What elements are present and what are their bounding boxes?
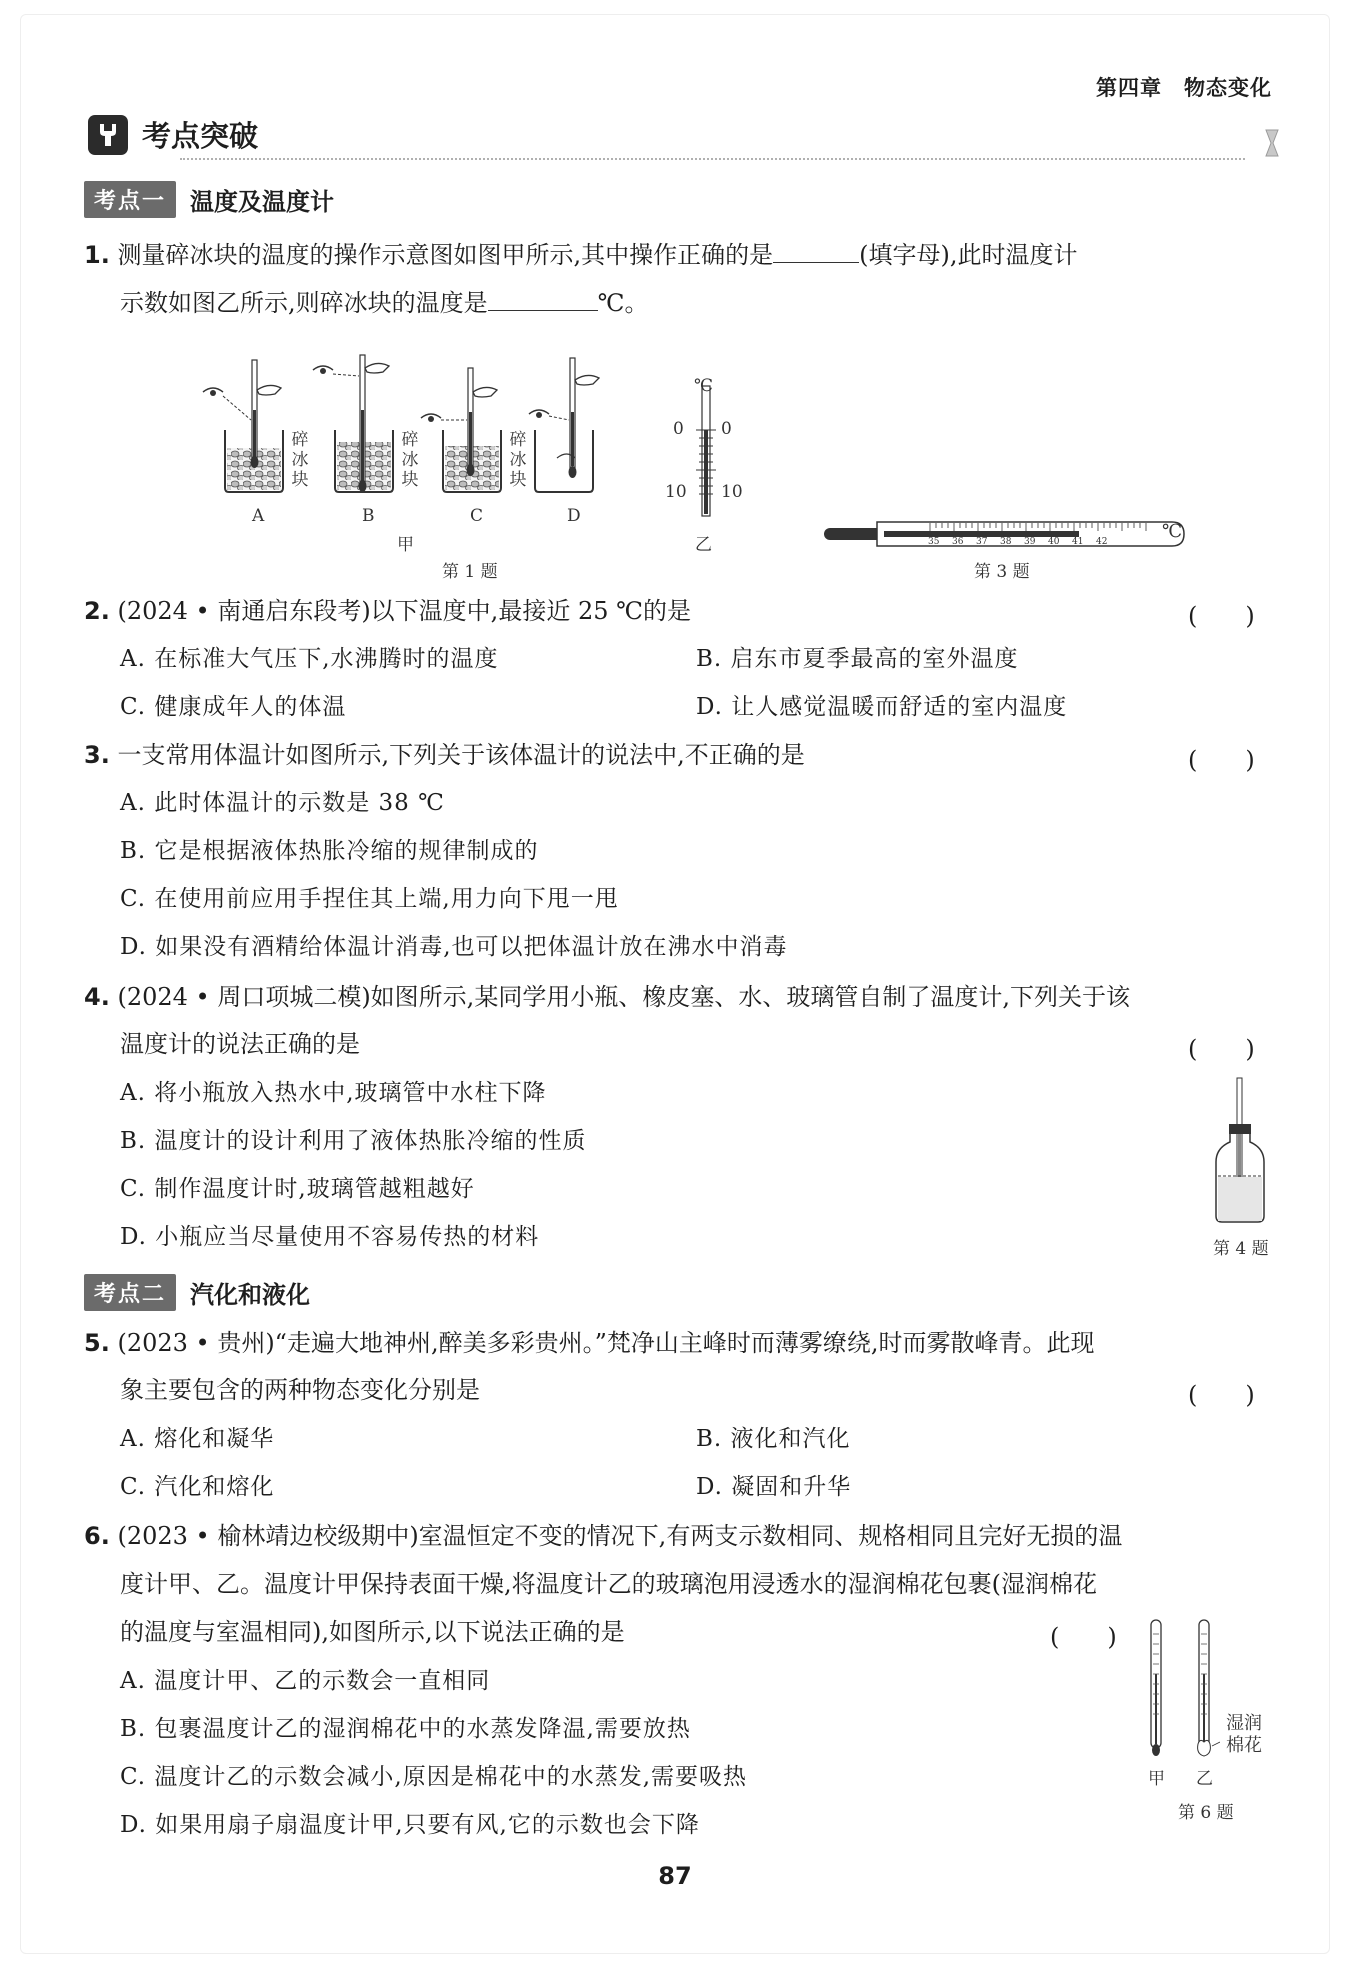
option-a[interactable]: A. 温度计甲、乙的示数会一直相同 xyxy=(120,1668,491,1694)
question-text: 一支常用体温计如图所示,下列关于该体温计的说法中,不正确的是 xyxy=(117,741,805,769)
answer-blank[interactable] xyxy=(488,288,598,311)
section-divider xyxy=(180,158,1245,160)
figure-yi-label: 乙 xyxy=(695,535,712,555)
question-4-line-2: 温度计的说法正确的是 xyxy=(120,1030,360,1058)
point-tag: 考点二 xyxy=(84,1274,176,1311)
clinical-unit: ℃ xyxy=(1162,521,1183,542)
ice-label-a: 碎 冰 块 xyxy=(291,430,309,490)
beaker-c xyxy=(421,368,501,492)
option-c[interactable]: C. 温度计乙的示数会减小,原因是棉花中的水蒸发,需要吸热 xyxy=(120,1764,748,1790)
question-2-stem xyxy=(84,596,691,626)
question-4-line-1 xyxy=(84,982,1130,1012)
option-c[interactable]: C. 制作温度计时,玻璃管越粗越好 xyxy=(120,1176,475,1202)
option-label-d: D xyxy=(567,506,581,526)
figure-6-thermometers xyxy=(1140,1614,1220,1764)
option-d[interactable]: D. 如果没有酒精给体温计消毒,也可以把体温计放在沸水中消毒 xyxy=(120,934,788,960)
option-d[interactable]: D. 如果用扇子扇温度计甲,只要有风,它的示数也会下降 xyxy=(120,1812,700,1838)
option-a[interactable]: A. 将小瓶放入热水中,玻璃管中水柱下降 xyxy=(120,1080,547,1106)
option-b[interactable]: B. 液化和汽化 xyxy=(696,1426,851,1452)
answer-paren[interactable]: ( ) xyxy=(1188,602,1255,630)
question-3-stem xyxy=(84,740,805,770)
question-6-line-3: 的温度与室温相同),如图所示,以下说法正确的是 xyxy=(120,1618,625,1646)
option-c[interactable]: C. 健康成年人的体温 xyxy=(120,694,347,720)
question-number: 3. xyxy=(84,741,110,769)
figure-6-caption: 第 6 题 xyxy=(1178,1803,1234,1823)
clinical-scale-labels: 35 36 37 38 39 40 41 42 xyxy=(928,537,1108,547)
option-d[interactable]: D. 让人感觉温暖而舒适的室内温度 xyxy=(696,694,1068,720)
option-c[interactable]: C. 汽化和熔化 xyxy=(120,1474,275,1500)
ice-label-c: 碎 冰 块 xyxy=(509,430,527,490)
question-6-line-2: 度计甲、乙。温度计甲保持表面干燥,将温度计乙的玻璃泡用浸透水的湿润棉花包裹(湿润棉花 xyxy=(120,1570,1097,1598)
point-header-1 xyxy=(84,181,334,218)
option-b[interactable]: B. 包裹温度计乙的湿润棉花中的水蒸发降温,需要放热 xyxy=(120,1716,691,1742)
point-title: 汽化和液化 xyxy=(190,1281,311,1309)
answer-blank[interactable] xyxy=(773,240,859,263)
tick-label-right-0: 0 xyxy=(721,419,732,439)
question-1-line-1 xyxy=(84,240,1077,270)
option-label-b: B xyxy=(362,506,375,526)
question-text: 示数如图乙所示,则碎冰块的温度是 xyxy=(120,289,488,317)
option-b[interactable]: B. 它是根据液体热胀冷缩的规律制成的 xyxy=(120,838,539,864)
question-text: 测量碎冰块的温度的操作示意图如图甲所示,其中操作正确的是 xyxy=(117,241,774,269)
figure-6-jia-label: 甲 xyxy=(1148,1769,1165,1789)
option-b[interactable]: B. 启东市夏季最高的室外温度 xyxy=(696,646,1019,672)
question-number: 6. xyxy=(84,1522,110,1550)
option-a[interactable]: A. 此时体温计的示数是 38 ℃ xyxy=(120,790,445,816)
option-label-c: C xyxy=(470,506,484,526)
section-title: 考点突破 xyxy=(142,119,259,153)
question-number: 4. xyxy=(84,983,110,1011)
figure-jia-label: 甲 xyxy=(397,535,414,555)
option-c[interactable]: C. 在使用前应用手捏住其上端,用力向下甩一甩 xyxy=(120,886,619,912)
beaker-b xyxy=(313,355,393,492)
question-number: 5. xyxy=(84,1329,110,1357)
thermometer-yi xyxy=(692,380,720,525)
option-d[interactable]: D. 凝固和升华 xyxy=(696,1474,852,1500)
option-label-a: A xyxy=(252,506,265,526)
thermometer-yi-wrapped xyxy=(1198,1620,1220,1756)
question-number: 2. xyxy=(84,597,110,625)
question-text: (2024 • 南通启东段考)以下温度中,最接近 25 ℃的是 xyxy=(117,597,691,625)
tick-label-left-10: 10 xyxy=(665,482,687,502)
question-6-line-1 xyxy=(84,1521,1122,1551)
cotton-label: 湿润 棉花 xyxy=(1226,1713,1262,1756)
point-header-2 xyxy=(84,1274,310,1311)
figure-3-clinical-thermometer xyxy=(822,514,1192,554)
option-d[interactable]: D. 小瓶应当尽量使用不容易传热的材料 xyxy=(120,1224,540,1250)
figure-3-caption: 第 3 题 xyxy=(974,562,1030,582)
thermometer-jia xyxy=(1151,1620,1161,1756)
question-text: (2024 • 周口项城二模)如图所示,某同学用小瓶、橡皮塞、水、玻璃管自制了温度计,下列关于该 xyxy=(117,983,1130,1011)
figure-4-caption: 第 4 题 xyxy=(1213,1239,1269,1259)
question-5-line-2: 象主要包含的两种物态变化分别是 xyxy=(120,1376,480,1404)
figure-1-caption: 第 1 题 xyxy=(442,562,498,582)
section-header xyxy=(88,114,258,155)
option-b[interactable]: B. 温度计的设计利用了液体热胀冷缩的性质 xyxy=(120,1128,587,1154)
chapter-title: 第四章 物态变化 xyxy=(1096,76,1272,100)
question-5-line-1 xyxy=(84,1328,1094,1358)
option-a[interactable]: A. 在标准大气压下,水沸腾时的温度 xyxy=(120,646,499,672)
question-text: (2023 • 榆林靖边校级期中)室温恒定不变的情况下,有两支示数相同、规格相同且完好无损的温 xyxy=(117,1522,1123,1550)
question-text: (2023 • 贵州)“走遍大地神州,醉美多彩贵州。”梵净山主峰时而薄雾缭绕,时而雾散峰青。此现 xyxy=(117,1329,1095,1357)
question-1-line-2 xyxy=(120,288,649,318)
option-a[interactable]: A. 熔化和凝华 xyxy=(120,1426,275,1452)
question-text: (填字母),此时温度计 xyxy=(859,241,1078,269)
answer-paren[interactable]: ( ) xyxy=(1050,1623,1117,1651)
page-number: 87 xyxy=(658,1862,692,1890)
question-text: ℃。 xyxy=(597,289,649,317)
answer-paren[interactable]: ( ) xyxy=(1188,1381,1255,1409)
beaker-d xyxy=(529,358,599,492)
question-number: 1. xyxy=(84,241,110,269)
thermometer-unit: ℃ xyxy=(694,376,714,396)
figure-4-bottle xyxy=(1210,1076,1270,1226)
hourglass-icon xyxy=(1264,128,1280,158)
figure-6-yi-label: 乙 xyxy=(1196,1769,1213,1789)
answer-paren[interactable]: ( ) xyxy=(1188,1035,1255,1063)
ice-label-b: 碎 冰 块 xyxy=(401,430,419,490)
tick-label-left-0: 0 xyxy=(673,419,684,439)
beaker-a xyxy=(203,360,283,492)
tick-label-right-10: 10 xyxy=(721,482,743,502)
point-title: 温度及温度计 xyxy=(190,188,335,216)
wrench-icon xyxy=(88,115,128,155)
point-tag: 考点一 xyxy=(84,181,176,218)
answer-paren[interactable]: ( ) xyxy=(1188,746,1255,774)
